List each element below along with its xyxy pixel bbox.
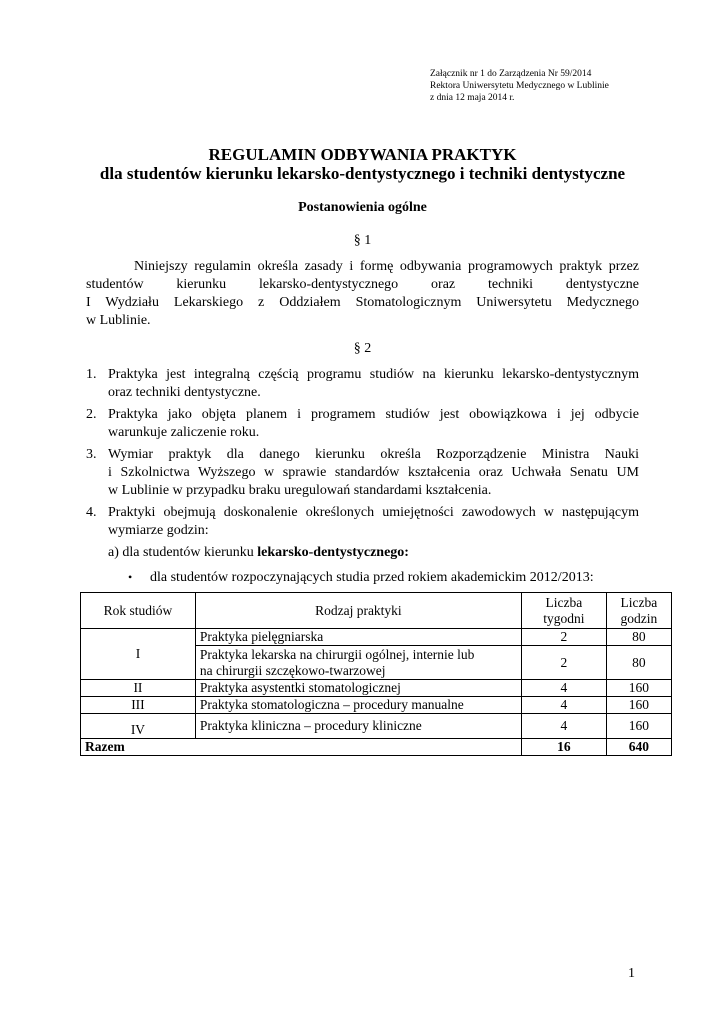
total-tygodni: 16 [521, 739, 606, 756]
tygodni-cell: 2 [521, 629, 606, 646]
total-godzin: 640 [606, 739, 671, 756]
table-total-row [81, 739, 672, 756]
rodzaj-cell: Praktyka asystentki stomatologicznej [195, 680, 521, 697]
text-line: Praktyki obejmują doskonalenie określonych umiejętności zawodowych w następującym [108, 505, 639, 520]
tygodni-cell: 4 [521, 697, 606, 714]
text-line: warunkuje zaliczenie roku. [108, 425, 260, 440]
table-row [81, 714, 672, 739]
section-heading: Postanowienia ogólne [298, 200, 427, 215]
godzin-cell: 160 [606, 680, 671, 697]
godzin-cell: 80 [606, 629, 671, 646]
rodzaj-cell: Praktyka kliniczna – procedury kliniczne [195, 714, 521, 739]
list-number: 2. [86, 407, 97, 422]
document-subtitle: dla studentów kierunku lekarsko-dentystycznego i techniki dentystyczne [99, 164, 626, 183]
text-line: wymiarze godzin: [108, 523, 209, 538]
list-number: 1. [86, 367, 97, 382]
page-number: 1 [628, 966, 635, 981]
text-line: Niniejszy regulamin określa zasady i formę odbywania programowych praktyk przez [134, 259, 639, 274]
document-title: REGULAMIN ODBYWANIA PRAKTYK [208, 145, 517, 164]
list-item [86, 446, 639, 500]
text-line: w Lublinie. [86, 313, 151, 328]
list-number: 4. [86, 505, 97, 520]
year-cell: II [81, 680, 196, 697]
year-cell: III [81, 697, 196, 714]
text-line: i Szkolnictwa Wyższego w sprawie standardów kształcenia oraz Uchwała Senatu UM [108, 465, 639, 480]
sub-item-a [108, 545, 409, 561]
tygodni-cell: 4 [521, 714, 606, 739]
header-rodzaj: Rodzaj praktyki [195, 593, 521, 629]
attachment-line: Załącznik nr 1 do Zarządzenia Nr 59/2014 [430, 69, 592, 79]
list-item [86, 406, 639, 442]
text-line: oraz techniki dentystyczne. [108, 385, 261, 400]
bullet-item [128, 570, 594, 586]
text-line: w Lublinie w przypadku braku uregulowań standardami kształcenia. [108, 483, 492, 498]
rodzaj-cell: Praktyka pielęgniarska [195, 629, 521, 646]
table-row [81, 697, 672, 714]
table-row [81, 629, 672, 646]
header-tygodni: Liczba tygodni [521, 593, 606, 629]
bullet-text: dla studentów rozpoczynających studia przed rokiem akademickim 2012/2013: [150, 570, 594, 585]
text-line: studentów kierunku lekarsko-dentystycznego oraz techniki dentystyczne [86, 277, 639, 292]
text-line: Wymiar praktyk dla danego kierunku określa Rozporządzenie Ministra Nauki [108, 447, 639, 462]
practice-table [80, 592, 672, 756]
attachment-line: Rektora Uniwersytetu Medycznego w Lublinie [430, 81, 609, 91]
godzin-cell: 160 [606, 714, 671, 739]
rodzaj-cell: Praktyka lekarska na chirurgii ogólnej, internie lub na chirurgii szczękowo-twarzowej [195, 646, 521, 680]
header-godzin: Liczba godzin [606, 593, 671, 629]
table-row [81, 680, 672, 697]
paragraph-sign-2: § 2 [353, 341, 372, 356]
attachment-note [430, 68, 700, 104]
total-label: Razem [81, 739, 522, 756]
godzin-cell: 160 [606, 697, 671, 714]
year-cell: IV [81, 714, 196, 739]
sub-item-prefix: a) dla studentów kierunku [108, 545, 258, 560]
text-line: Praktyka jako objęta planem i programem studiów jest obowiązkowa i jej odbycie [108, 407, 639, 422]
table-header-row [81, 593, 672, 629]
tygodni-cell: 4 [521, 680, 606, 697]
attachment-line: z dnia 12 maja 2014 r. [430, 93, 515, 103]
year-cell: I [81, 629, 196, 680]
paragraph-sign-1: § 1 [353, 233, 372, 248]
text-line: Praktyka jest integralną częścią programu studiów na kierunku lekarsko-dentystycznym [108, 367, 639, 382]
sub-item-bold: lekarsko-dentystycznego: [257, 545, 409, 560]
tygodni-cell: 2 [521, 646, 606, 680]
text-line: I Wydziału Lekarskiego z Oddziałem Stomatologicznym Uniwersytetu Medycznego [86, 295, 639, 310]
godzin-cell: 80 [606, 646, 671, 680]
list-item [86, 366, 639, 402]
paragraph-1-text [86, 258, 639, 330]
rodzaj-cell: Praktyka stomatologiczna – procedury manualne [195, 697, 521, 714]
header-rok: Rok studiów [81, 593, 196, 629]
list-item [86, 504, 639, 540]
bullet-icon: • [128, 570, 133, 584]
list-number: 3. [86, 447, 97, 462]
